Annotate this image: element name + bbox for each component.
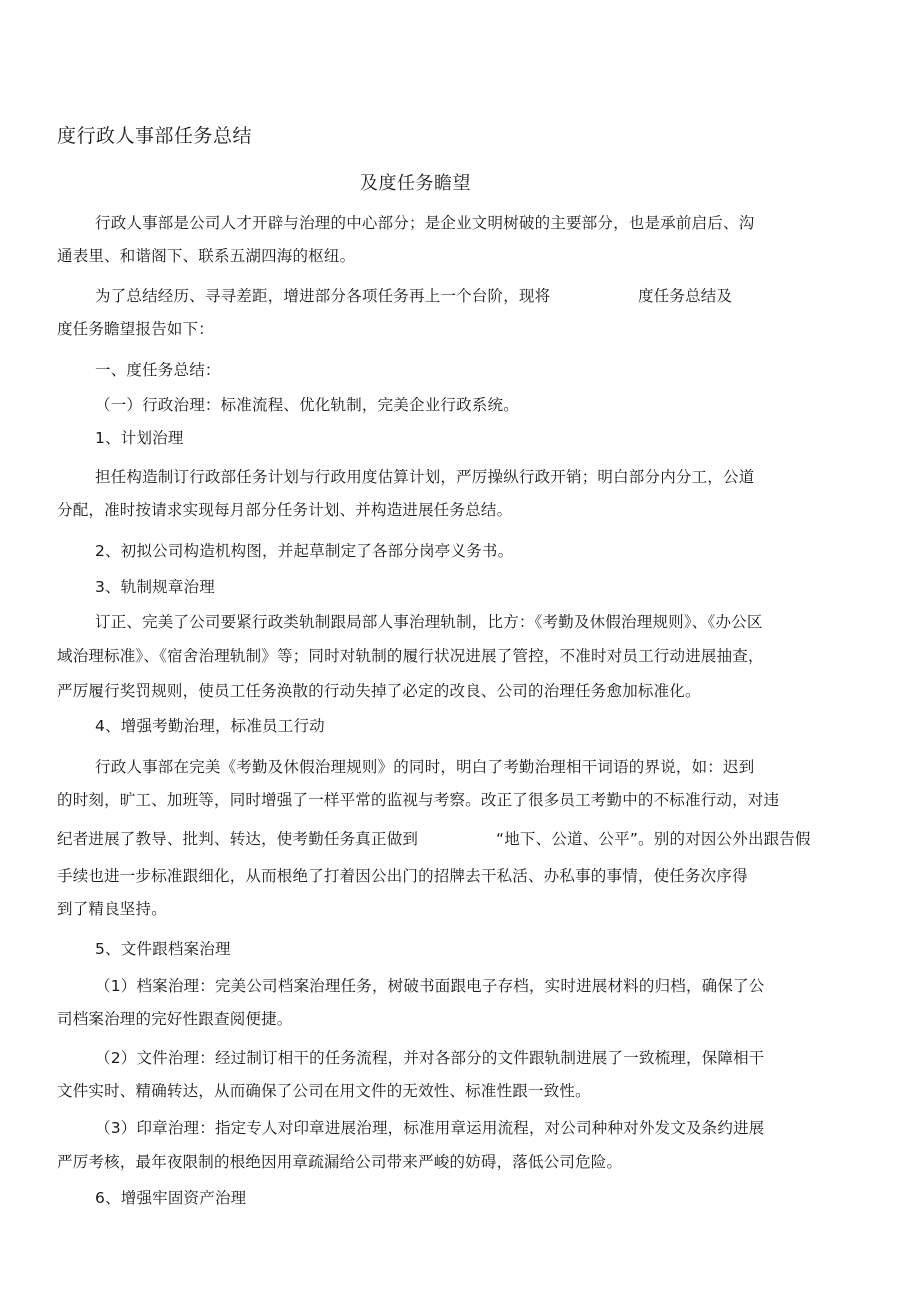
paragraph-line: 到了精良坚持。 [57, 900, 167, 918]
section-heading: 3、轨制规章治理 [95, 578, 215, 596]
paragraph-line: 通表里、和谐阁下、联系五湖四海的枢纽。 [57, 247, 356, 265]
paragraph-line: 为了总结经历、寻寻差距，增进部分各项任务再上一个台阶，现将 [95, 287, 551, 305]
paragraph-line: 分配，准时按请求实现每月部分任务计划、并构造进展任务总结。 [57, 501, 513, 519]
paragraph-line: 纪者进展了教导、批判、转达，使考勤任务真正做到 [57, 830, 419, 848]
section-heading: 一、度任务总结： [95, 361, 221, 379]
section-heading: 4、增强考勤治理，标准员工行动 [95, 717, 325, 735]
paragraph-line: “地下、公道、公平”。别的对因公外出跟告假 [496, 830, 811, 848]
paragraph-line: 度任务瞻望报告如下： [57, 320, 215, 338]
document-title: 度行政人事部任务总结 [57, 125, 253, 147]
paragraph-line: 手续也进一步标准跟细化，从而根绝了打着因公出门的招牌去干私活、办私事的事情，使任务次序得 [57, 867, 748, 885]
paragraph-line: （2）文件治理：经过制订相干的任务流程，并对各部分的文件跟轨制进展了一致梳理，保障相干 [95, 1049, 765, 1067]
section-heading: 1、计划治理 [95, 429, 184, 447]
paragraph-line: 度任务总结及 [638, 287, 733, 305]
paragraph-line: 订正、完美了公司要紧行政类轨制跟局部人事治理轨制，比方：《考勤及休假治理规则》、《办公区 [95, 613, 763, 631]
paragraph-line: 严厉履行奖罚规则，使员工任务涣散的行动失掉了必定的改良、公司的治理任务愈加标准化。 [57, 682, 701, 700]
paragraph-line: 严厉考核，最年夜限制的根绝因用章疏漏给公司带来严峻的妨碍，落低公司危险。 [57, 1153, 623, 1171]
section-heading: 6、增强牢固资产治理 [95, 1189, 247, 1207]
paragraph-line: 域治理标准》、《宿舍治理轨制》等；同时对轨制的履行状况进展了管控，不准时对员工行动进展抽查， [57, 647, 764, 665]
section-heading: 5、文件跟档案治理 [95, 940, 231, 958]
paragraph-line: 行政人事部在完美《考勤及休假治理规则》的同时，明白了考勤治理相干词语的界说，如：迟到 [95, 758, 755, 776]
section-heading: （一）行政治理：标准流程、优化轨制，完美企业行政系统。 [95, 396, 519, 414]
paragraph-line: （3）印章治理：指定专人对印章进展治理，标准用章运用流程，对公司种种对外发文及条约进展 [95, 1119, 765, 1137]
paragraph-line: 行政人事部是公司人才开辟与治理的中心部分；是企业文明树破的主要部分，也是承前启后、沟 [95, 214, 755, 232]
paragraph-line: 司档案治理的完好性跟查阅便捷。 [57, 1010, 293, 1028]
paragraph-line: 2、初拟公司构造机构图，并起草制定了各部分岗亭义务书。 [95, 542, 514, 560]
paragraph-line: 的时刻，旷工、加班等，同时增强了一样平常的监视与考察。改正了很多员工考勤中的不标准行动，对违 [57, 791, 780, 809]
paragraph-line: （1）档案治理：完美公司档案治理任务，树破书面跟电子存档，实时进展材料的归档，确保了公 [95, 977, 765, 995]
paragraph-line: 文件实时、精确转达，从而确保了公司在用文件的无效性、标准性跟一致性。 [57, 1082, 591, 1100]
paragraph-line: 担任构造制订行政部任务计划与行政用度估算计划，严厉操纵行政开销；明白部分内分工，公道 [95, 468, 755, 486]
document-subtitle: 及度任务瞻望 [360, 173, 471, 194]
